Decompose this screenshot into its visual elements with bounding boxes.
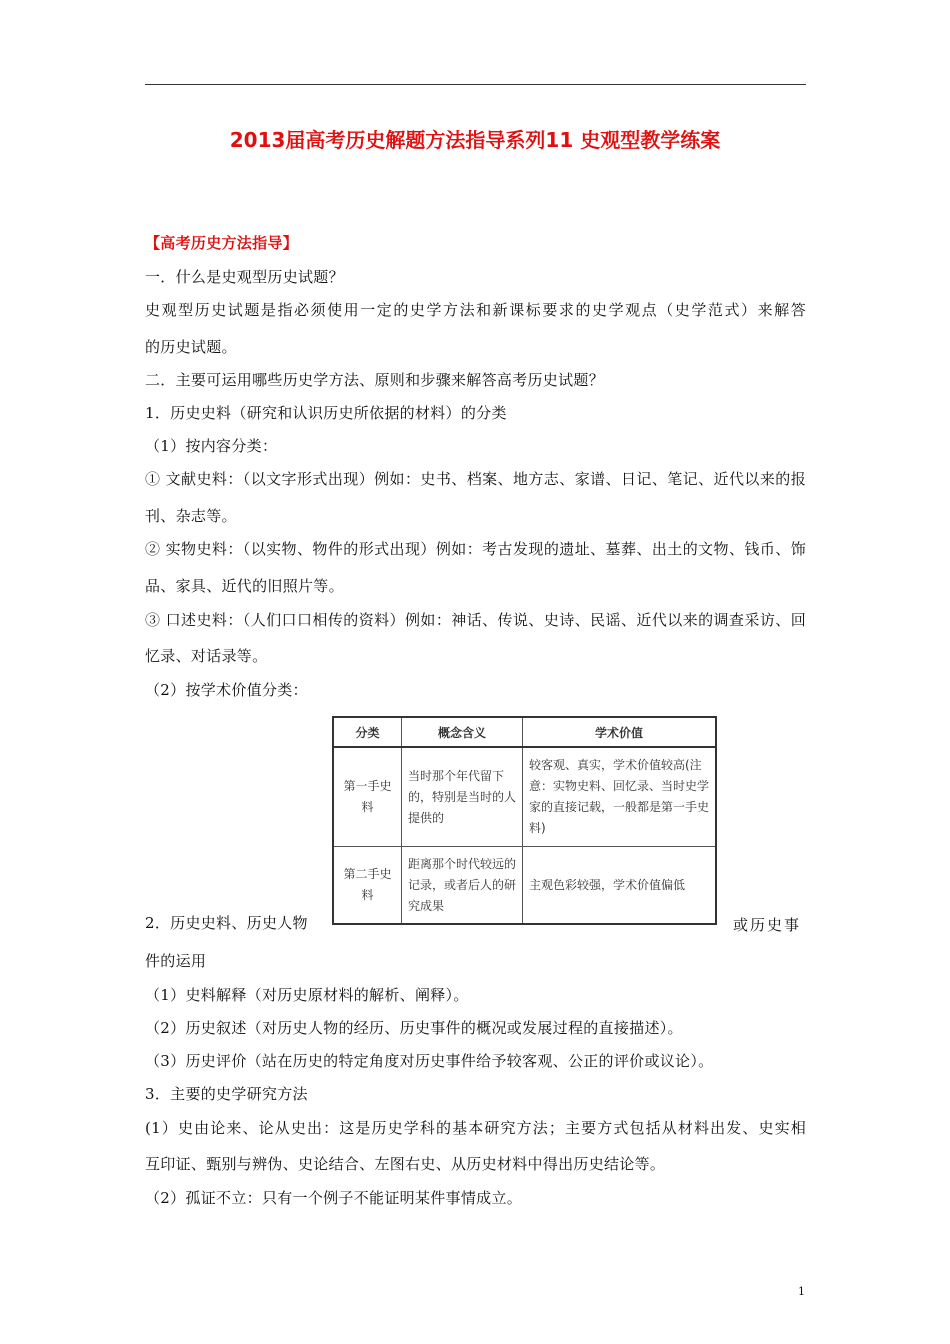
paragraph-line: 1．历史史料（研究和认识历史所依据的材料）的分类	[145, 404, 507, 422]
document-title: 2013届高考历史解题方法指导系列11 史观型教学练案	[229, 128, 721, 152]
paragraph-line: 忆录、对话录等。	[145, 647, 268, 665]
table-header-cell: 概念含义	[402, 717, 523, 747]
paragraph-line: （2）孤证不立：只有一个例子不能证明某件事情成立。	[145, 1189, 523, 1207]
table-cell-value: 较客观、真实，学术价值较高(注意：实物史料、回忆录、当时史学家的直接记载，一般都是第一手史料)	[523, 747, 717, 847]
paragraph-line: 史观型历史试题是指必须使用一定的史学方法和新课标要求的史学观点（史学范式）来解答	[145, 301, 806, 319]
paragraph-line: 二．主要可运用哪些历史学方法、原则和步骤来解答高考历史试题？	[145, 371, 605, 389]
section-heading: 【高考历史方法指导】	[145, 234, 299, 252]
paragraph-line: 一．什么是史观型历史试题？	[145, 268, 344, 286]
paragraph-line: ② 实物史料：（以实物、物件的形式出现）例如：考古发现的遗址、墓葬、出土的文物、钱币、饰	[145, 540, 806, 558]
table-header-cell: 学术价值	[523, 717, 717, 747]
paragraph-line: （2）历史叙述（对历史人物的经历、历史事件的概况或发展过程的直接描述）。	[145, 1019, 683, 1037]
page-number: 1	[798, 1285, 805, 1298]
paragraph-line: 3．主要的史学研究方法	[145, 1085, 308, 1103]
paragraph-line: （1）按内容分类：	[145, 437, 278, 455]
paragraph-line: （2）按学术价值分类：	[145, 681, 308, 699]
paragraph-line: 品、家具、近代的旧照片等。	[145, 577, 344, 595]
paragraph-line: 刊、杂志等。	[145, 507, 237, 525]
paragraph-line: ① 文献史料：（以文字形式出现）例如：史书、档案、地方志、家谱、日记、笔记、近代以来的报	[145, 470, 806, 488]
table-header-cell: 分类	[333, 717, 402, 747]
paragraph-line-continuation: 或历史事	[733, 916, 802, 934]
table-cell-meaning: 距离那个时代较远的记录，或者后人的研究成果	[402, 847, 523, 924]
paragraph-line: (1）史由论来、论从史出：这是历史学科的基本研究方法；主要方式包括从材料出发、史实相	[145, 1119, 806, 1137]
paragraph-line: （1）史料解释（对历史原材料的解析、阐释）。	[145, 986, 469, 1004]
paragraph-line: （3）历史评价（站在历史的特定角度对历史事件给予较客观、公正的评价或议论）。	[145, 1052, 714, 1070]
table-cell-type: 第二手史料	[333, 847, 402, 924]
paragraph-line: 的历史试题。	[145, 338, 237, 356]
paragraph-line: 互印证、甄别与辨伪、史论结合、左图右史、从历史材料中得出历史结论等。	[145, 1155, 666, 1173]
paragraph-line: ③ 口述史料：（人们口口相传的资料）例如：神话、传说、史诗、民谣、近代以来的调查采访、回	[145, 611, 806, 629]
table-row	[333, 747, 716, 847]
table-cell-type: 第一手史料	[333, 747, 402, 847]
paragraph-line: 2．历史史料、历史人物	[145, 914, 308, 932]
source-classification-table	[332, 716, 717, 925]
table-row	[333, 847, 716, 924]
table-header-row	[333, 717, 716, 747]
table-cell-meaning: 当时那个年代留下的，特别是当时的人提供的	[402, 747, 523, 847]
table-cell-value: 主观色彩较强，学术价值偏低	[523, 847, 717, 924]
paragraph-line: 件的运用	[145, 952, 207, 970]
header-rule	[145, 84, 806, 85]
